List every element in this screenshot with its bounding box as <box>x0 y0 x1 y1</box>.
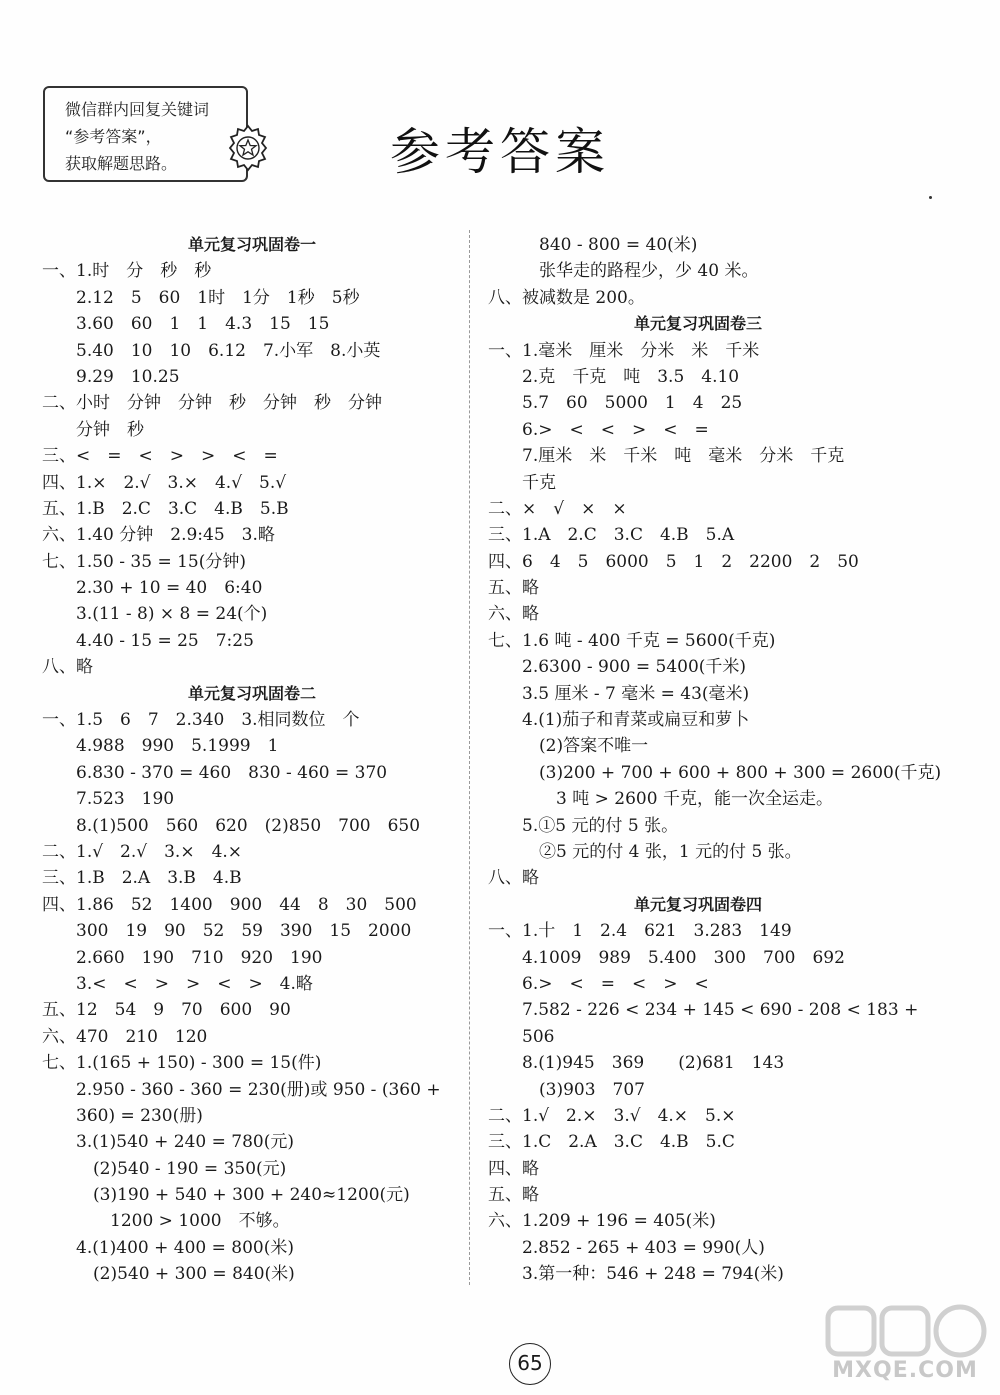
answer-line: 六、1.40 分钟 2.9:45 3.略 <box>42 525 275 546</box>
notice-line-1: 微信群内回复关键词 <box>65 100 210 119</box>
answer-line: 三、1.C 2.A 3.C 4.B 5.C <box>488 1132 735 1153</box>
answer-line: 8.(1)945 369 (2)681 143 <box>488 1053 785 1074</box>
answer-line: 七、1.(165 + 150) - 300 = 15(件) <box>42 1053 322 1074</box>
answer-line: (3)190 + 540 + 300 + 240≈1200(元) <box>42 1185 410 1206</box>
answer-line: 2.852 - 265 + 403 = 990(人) <box>488 1237 765 1258</box>
answer-line: 八、被减数是 200。 <box>488 287 645 308</box>
answer-line: (2)答案不唯一 <box>488 736 649 757</box>
answer-line: 张华走的路程少，少 40 米。 <box>488 261 759 282</box>
right-answer-column <box>488 232 942 1288</box>
answer-line: 八、略 <box>42 657 93 678</box>
answer-line: 一、1.十 1 2.4 621 3.283 149 <box>488 921 792 942</box>
answer-line: 五、1.B 2.C 3.C 4.B 5.B <box>42 498 289 519</box>
answer-line: 840 - 800 = 40(米) <box>488 235 698 255</box>
answer-line: 7.582 - 226 < 234 + 145 < 690 - 208 < 183 + <box>488 1000 919 1021</box>
answer-line: 2.950 - 360 - 360 = 230(册)或 950 - (360 + <box>42 1079 441 1100</box>
page-number: 65 <box>509 1343 551 1385</box>
answer-line: 五、略 <box>488 578 539 599</box>
answer-line: 3.60 60 1 1 4.3 15 15 <box>42 314 330 335</box>
answer-line: 千克 <box>488 472 556 493</box>
answer-line: 四、1.86 52 1400 900 44 8 30 500 <box>42 894 417 915</box>
answer-line: 二、1.√ 2.× 3.√ 4.× 5.× <box>488 1105 736 1126</box>
page-title: 参考答案 <box>390 123 610 181</box>
answer-line: 1200 > 1000 不够。 <box>42 1211 290 1232</box>
answer-line: 六、1.209 + 196 = 405(米) <box>488 1211 716 1232</box>
answer-line: 一、1.时 分 秒 秒 <box>42 261 212 282</box>
answer-line: 2.30 + 10 = 40 6:40 <box>42 578 263 599</box>
answer-line: 4.988 990 5.1999 1 <box>42 736 279 757</box>
answer-line: 2.6300 - 900 = 5400(千米) <box>488 657 747 678</box>
column-divider <box>469 230 470 1285</box>
answer-line: 二、1.√ 2.√ 3.× 4.× <box>42 841 243 862</box>
answer-line: (3)903 707 <box>488 1079 645 1100</box>
answer-line: 2.12 5 60 1时 1分 1秒 5秒 <box>42 287 360 308</box>
answer-line: 四、略 <box>488 1158 539 1179</box>
answer-line: 3.(1)540 + 240 = 780(元) <box>42 1132 295 1153</box>
answer-line: (2)540 + 300 = 840(米) <box>42 1264 295 1285</box>
answer-line: 七、1.6 吨 - 400 千克 = 5600(千克) <box>488 630 776 651</box>
answer-line: 4.1009 989 5.400 300 700 692 <box>488 947 845 968</box>
watermark-text: MXQE.COM <box>832 1358 978 1383</box>
answer-line: 分钟 秒 <box>42 419 144 440</box>
answer-line: 四、1.× 2.√ 3.× 4.√ 5.√ <box>42 472 287 493</box>
answer-line: 3.5 厘米 - 7 毫米 = 43(毫米) <box>488 683 750 704</box>
answer-line: 6.> < = < > < <box>488 973 709 994</box>
answer-line: 五、12 54 9 70 600 90 <box>42 1000 291 1021</box>
answer-line: (3)200 + 700 + 600 + 800 + 300 = 2600(千克) <box>488 762 942 783</box>
answer-line: (2)540 - 190 = 350(元) <box>42 1158 287 1179</box>
answer-line: 六、470 210 120 <box>42 1026 208 1047</box>
answer-line: 9.29 10.25 <box>42 366 180 387</box>
answer-line: 506 <box>488 1026 555 1047</box>
answer-line: 6.> < < > < = <box>488 419 709 440</box>
notice-line-2: “参考答案”， <box>65 127 162 146</box>
notice-line-3: 获取解题思路。 <box>65 154 178 173</box>
answer-line: 一、1.5 6 7 2.340 3.相同数位 个 <box>42 710 360 731</box>
answer-line: 2.660 190 710 920 190 <box>42 947 323 968</box>
answer-line: 四、6 4 5 6000 5 1 2 2200 2 50 <box>488 551 859 572</box>
answer-line: 7.厘米 米 千米 吨 毫米 分米 千克 <box>488 446 845 467</box>
answer-line: 六、略 <box>488 604 539 625</box>
answer-line: 3 吨 > 2600 千克，能一次全运走。 <box>488 789 833 810</box>
answer-line: 4.(1)茄子和青菜或扁豆和萝卜 <box>488 710 750 731</box>
answer-line: 300 19 90 52 59 390 15 2000 <box>42 921 412 942</box>
answer-line: 4.40 - 15 = 25 7:25 <box>42 630 254 651</box>
answer-line: 3.< < > > < > 4.略 <box>42 973 313 994</box>
answer-line: 5.40 10 10 6.12 7.小军 8.小英 <box>42 340 381 361</box>
answer-line: 二、小时 分钟 分钟 秒 分钟 秒 分钟 <box>42 393 382 414</box>
section-heading: 单元复习巩固卷三 <box>633 314 762 334</box>
answer-line: 一、1.毫米 厘米 分米 米 千米 <box>488 340 760 361</box>
answer-line: 3.第一种：546 + 248 = 794(米) <box>488 1264 784 1285</box>
answer-line: 7.523 190 <box>42 789 175 810</box>
answer-line: 5.①5 元的付 5 张。 <box>488 815 679 836</box>
section-heading: 单元复习巩固卷四 <box>633 894 762 914</box>
answer-line: 八、略 <box>488 868 539 889</box>
answer-line: 2.克 千克 吨 3.5 4.10 <box>488 366 740 387</box>
answer-line: 8.(1)500 560 620 (2)850 700 650 <box>42 815 421 836</box>
answer-line: 5.7 60 5000 1 4 25 <box>488 393 743 414</box>
left-answer-column <box>42 232 462 1288</box>
answer-line: 三、1.A 2.C 3.C 4.B 5.A <box>488 525 735 546</box>
answer-line: 二、× √ × × <box>488 498 627 519</box>
answer-line: 五、略 <box>488 1185 539 1206</box>
answer-line: 6.830 - 370 = 460 830 - 460 = 370 <box>42 762 388 783</box>
answer-line: ②5 元的付 4 张，1 元的付 5 张。 <box>488 841 802 862</box>
answer-line: 三、< = < > > < = <box>42 446 278 467</box>
stray-dot <box>929 196 932 199</box>
answer-line: 七、1.50 - 35 = 15(分钟) <box>42 551 246 572</box>
answer-line: 三、1.B 2.A 3.B 4.B <box>42 868 242 889</box>
answer-line: 3.(11 - 8) × 8 = 24(个) <box>42 604 268 625</box>
answer-line: 360) = 230(册) <box>42 1105 203 1126</box>
section-heading: 单元复习巩固卷二 <box>187 683 316 703</box>
section-heading: 单元复习巩固卷一 <box>187 235 316 254</box>
answer-line: 4.(1)400 + 400 = 800(米) <box>42 1237 295 1258</box>
